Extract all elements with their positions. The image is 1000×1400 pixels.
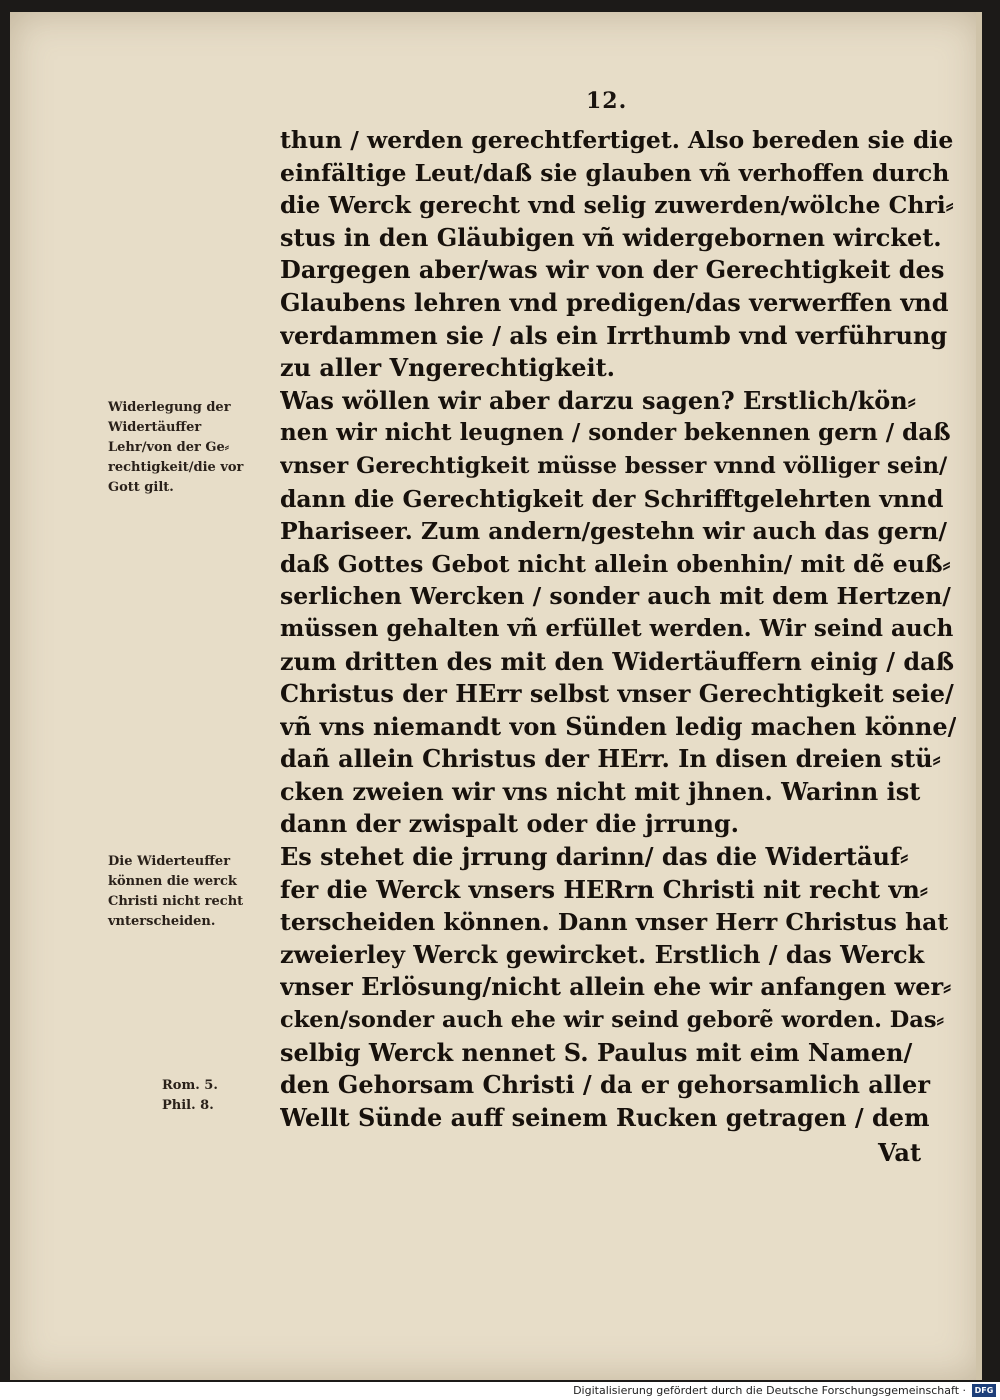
text-line: vnser Gerechtigkeit müsse besser vnnd völliger sein/ (280, 452, 948, 479)
text-line: cken zweien wir vns nicht mit jhnen. Warinn ist (280, 776, 921, 806)
margin-note-refutation (108, 398, 243, 498)
text-line: dann der zwispalt oder die jrrung. (280, 809, 740, 839)
catchword: Vat (878, 1138, 922, 1167)
margin-note-line: Lehr/von der Ge⸗ (108, 440, 230, 455)
text-line: cken/sonder auch ehe wir seind geborẽ worden. Das⸗ (280, 1007, 945, 1034)
text-line: daß Gottes Gebot nicht allein obenhin/ mit dẽ euß⸗ (280, 549, 951, 578)
text-line: die Werck gerecht vnd selig zuwerden/wölche Chri⸗ (280, 191, 954, 220)
footer-bar (0, 1382, 1000, 1400)
margin-note-line: Christi nicht recht (108, 894, 244, 909)
text-line: Phariseer. Zum andern/gestehn wir auch das gern/ (280, 517, 947, 546)
text-line: selbig Werck nennet S. Paulus mit eim Namen/ (280, 1037, 913, 1067)
text-line: dañ allein Christus der HErr. In disen dreien stü⸗ (280, 744, 941, 774)
text-line: thun / werden gerechtfertiget. Also bereden sie die (280, 126, 954, 154)
margin-note-line: können die werck (108, 874, 237, 889)
text-line: einfältige Leut/daß sie glauben vñ verhoffen durch (280, 158, 950, 187)
text-line: den Gehorsam Christi / da er gehorsamlich aller (280, 1070, 930, 1100)
text-line: vnser Erlösung/nicht allein ehe wir anfangen wer⸗ (280, 972, 952, 1002)
text-line: zu aller Vngerechtigkeit. (280, 353, 616, 383)
margin-note-line: vnterscheiden. (108, 914, 216, 929)
margin-note-line: Phil. 8. (162, 1098, 214, 1113)
text-line: terscheiden können. Dann vnser Herr Christus hat (280, 908, 949, 937)
text-line: verdammen sie / als ein Irrthumb vnd verführung (280, 320, 948, 350)
margin-note-scripture-refs (162, 1076, 218, 1116)
text-line: Christus der HErr selbst vnser Gerechtigkeit seie/ (280, 679, 954, 709)
footer-credit: Digitalisierung gefördert durch die Deutsche Forschungsgemeinschaft · (573, 1384, 966, 1397)
margin-note-line: rechtigkeit/die vor (108, 460, 244, 475)
margin-note-line: Widertäuffer (108, 420, 202, 435)
text-line: Es stehet die jrrung darinn/ das die Widertäuf⸗ (280, 842, 909, 872)
margin-note-line: Gott gilt. (108, 480, 174, 495)
text-line: dann die Gerechtigkeit der Schrifftgelehrten vnnd (280, 484, 944, 513)
text-line: Dargegen aber/was wir von der Gerechtigkeit des (280, 255, 945, 285)
page-number: 12. (586, 88, 628, 114)
margin-note-line: Widerlegung der (108, 400, 231, 415)
text-line: serlichen Wercken / sonder auch mit dem Hertzen/ (280, 582, 951, 611)
margin-note-line: Rom. 5. (162, 1078, 218, 1093)
text-line: Was wöllen wir aber darzu sagen? Erstlich/kön⸗ (280, 385, 916, 415)
text-line: Wellt Sünde auff seinem Rucken getragen / dem (280, 1102, 930, 1132)
text-line: fer die Werck vnsers HERrn Christi nit recht vn⸗ (280, 874, 928, 904)
page-edge (976, 12, 982, 1380)
text-line: Glaubens lehren vnd predigen/das verwerffen vnd (280, 287, 949, 317)
margin-note-line: Die Widerteuffer (108, 854, 231, 869)
text-line: stus in den Gläubigen vñ widergebornen wircket. (280, 222, 942, 252)
text-line: zweierley Werck gewircket. Erstlich / das Werck (280, 939, 925, 969)
text-line: vñ vns niemandt von Sünden ledig machen könne/ (280, 711, 956, 741)
text-line: müssen gehalten vñ erfüllet werden. Wir seind auch (280, 614, 954, 642)
text-line: nen wir nicht leugnen / sonder bekennen gern / daß (280, 419, 951, 447)
text-line: zum dritten des mit den Widertäuffern einig / daß (280, 646, 954, 676)
dfg-logo-icon: DFG (972, 1384, 996, 1397)
body-text (280, 124, 956, 1134)
margin-note-anabaptists (108, 852, 243, 932)
